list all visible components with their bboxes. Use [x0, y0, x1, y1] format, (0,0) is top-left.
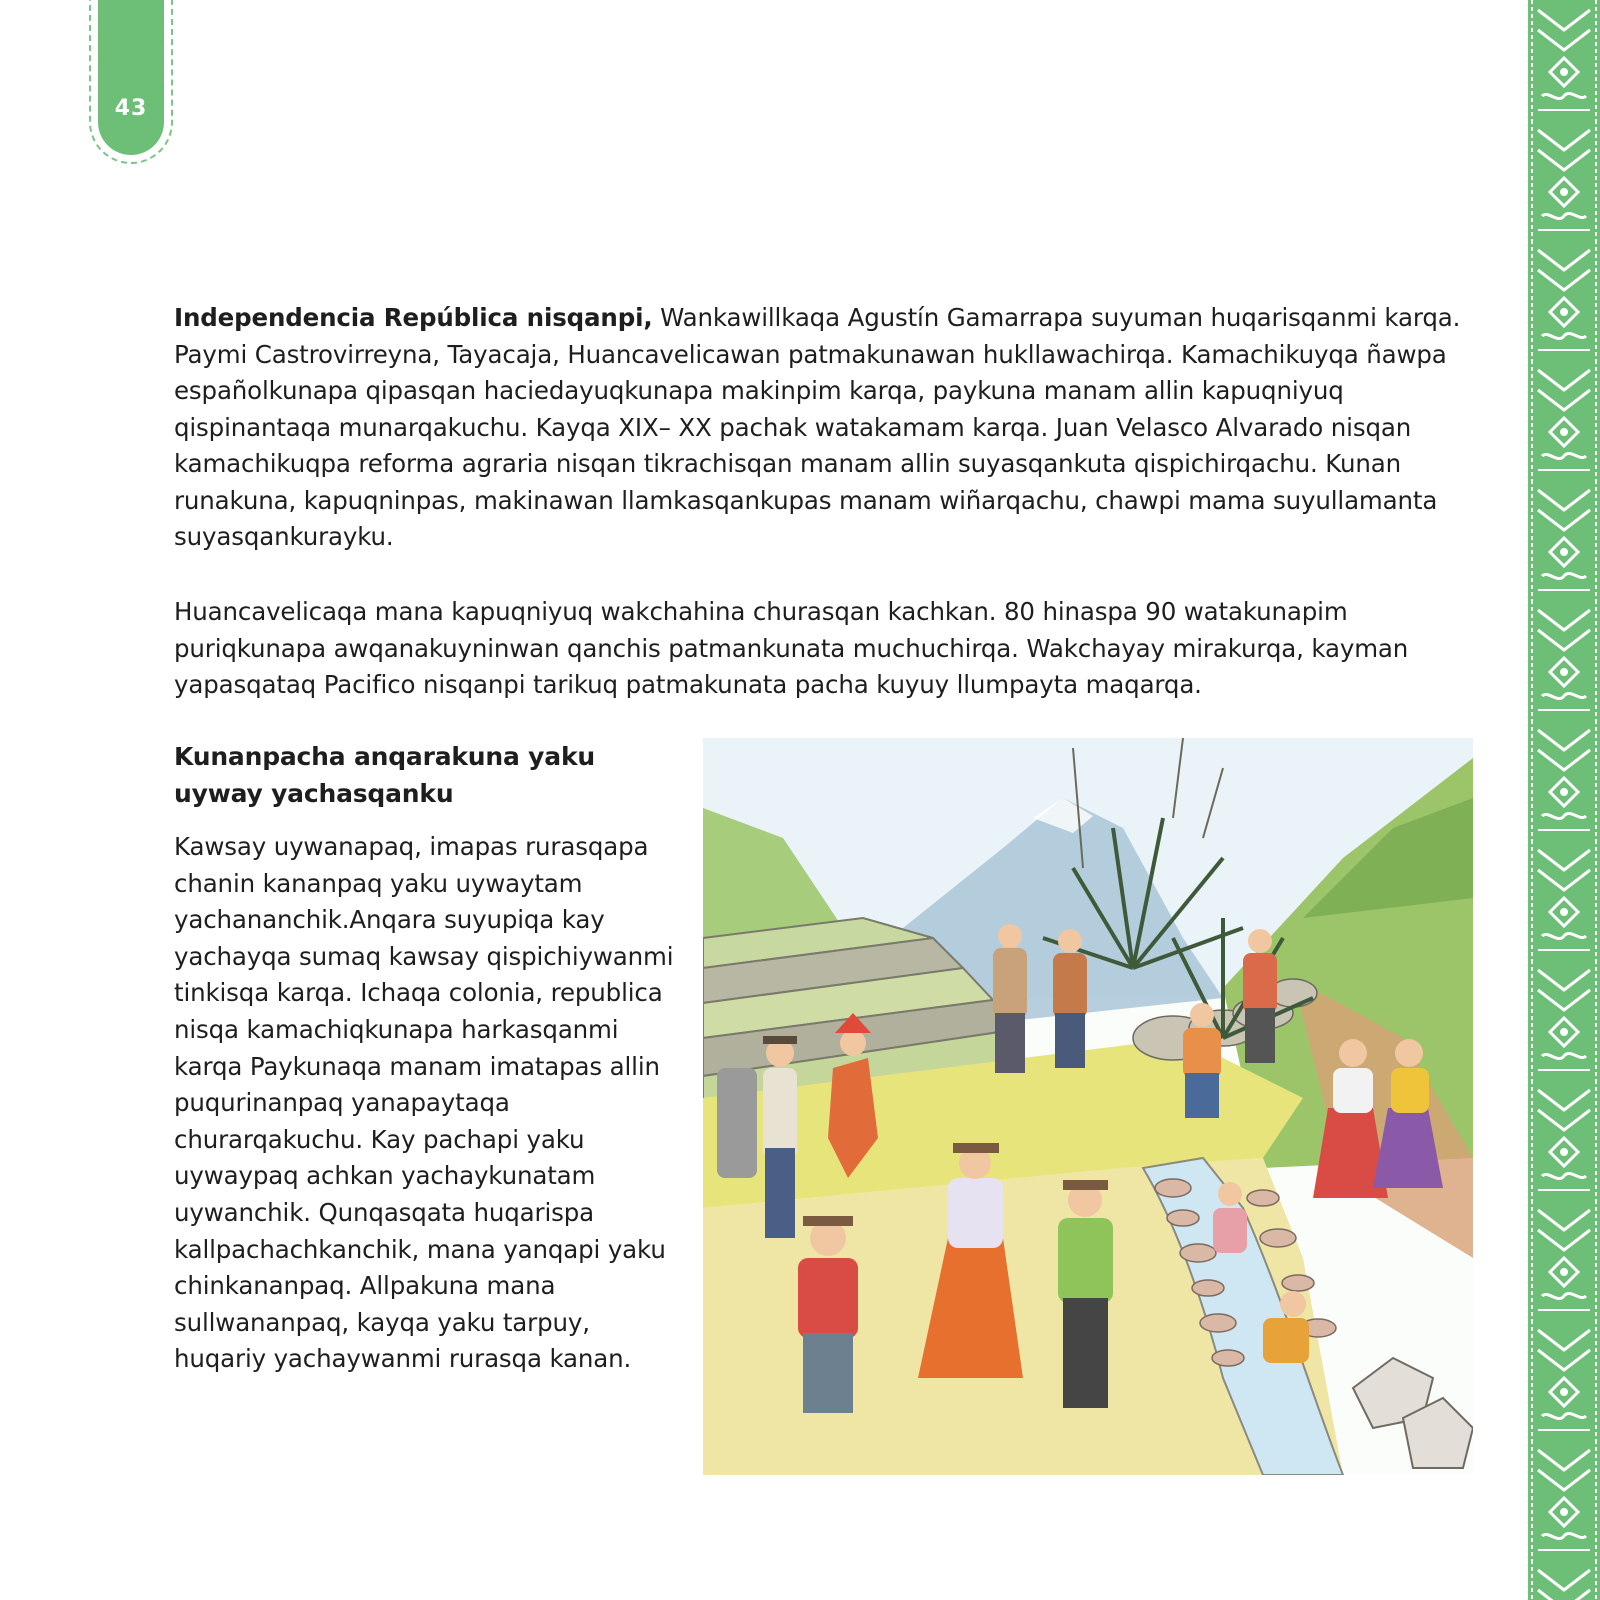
page-tab: [98, 0, 164, 155]
woven-pattern-icon: [1528, 0, 1600, 1600]
paragraph-1-text: Wankawillkaqa Agustín Gamarrapa suyuman huqarisqanmi karqa. Paymi Castrovirreyna, Tayacaja, Huancavelicawan patmakunawan hukllawachirqa. Kamachikuyqa ñawpa españolkunapa qipasqan haciedayuqkunapa makinpim karqa, paykuna manam allin kapuqniyuq qispinantaqa munarqakuchu. Kayqa XIX– XX pachak watakamam karqa. Juan Velasco Alvarado nisqan kamachikuqpa reforma agraria nisqan tikrachisqan manam allin suyasqankuta qispichirqachu. Kunan runakuna, kapuqninpas, makinawan llamkasqankupas manam wiñarqachu, chawpi mama suyullamanta suyasqankurayku.: [174, 303, 1461, 551]
irrigation-scene-image: [703, 738, 1473, 1475]
section-heading: Kunanpacha anqarakuna yaku uyway yachasqanku: [174, 742, 595, 808]
paragraph-1: [174, 300, 1494, 556]
illustration-irrigation-scene: [703, 738, 1473, 1475]
paragraph-2: Huancavelicaqa mana kapuqniyuq wakchahina churasqan kachkan. 80 hinaspa 90 watakunapim puriqkunapa awqanakuyninwan qanchis patmankunata muchuchirqa. Wakchayay mirakurqa, kayman yapasqataq Pacifico nisqanpi tarikuq patmakunata pacha kuyuy llumpayta maqarqa.: [174, 597, 1409, 699]
page-number: 43: [114, 96, 148, 121]
decorative-side-border: [1528, 0, 1600, 1600]
section-body: Kawsay uywanapaq, imapas rurasqapa chanin kananpaq yaku uywaytam yachananchik.Anqara suyupiqa kay yachayqa sumaq kawsay qispichiywanmi tinkisqa karqa. Ichaqa colonia, republica nisqa kamachiqkunapa harkasqanmi karqa Paykunaqa manam imatapas allin puqurinanpaq yanapaytaqa churarqakuchu. Kay pachapi yaku uywaypaq achkan yachaykunatam uywanchik. Qunqasqata huqarispa kallpachachkanchik, mana yanqapi yaku chinkananpaq. Allpakuna mana sullwananpaq, kayqa yaku tarpuy, huqariy yachaywanmi rurasqa kanan.: [174, 832, 674, 1374]
paragraph-1-lead: Independencia República nisqanpi,: [174, 303, 653, 332]
